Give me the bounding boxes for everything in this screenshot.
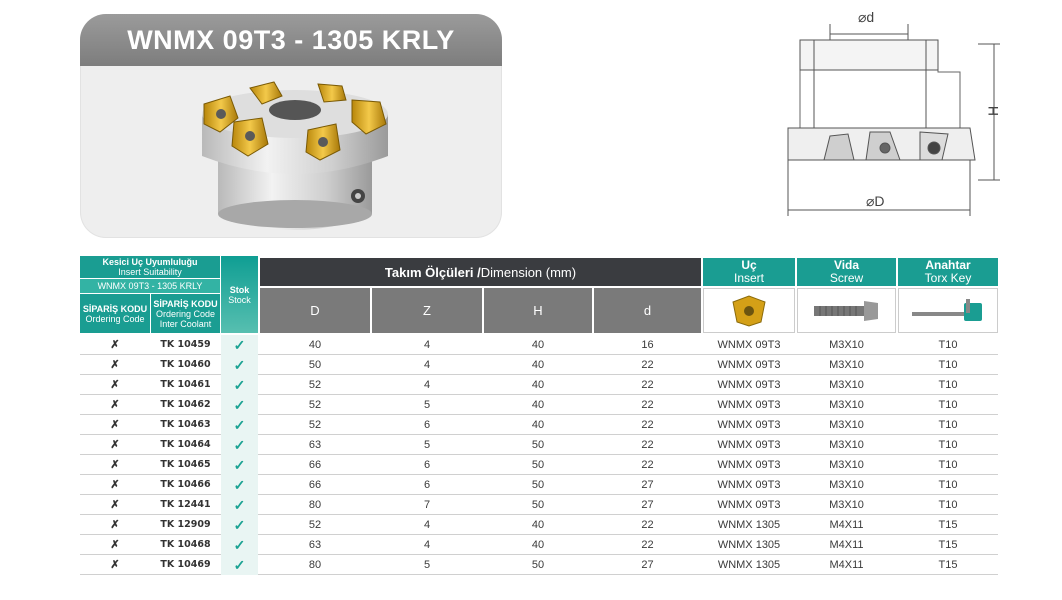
diameter-D-cell: 80 [308, 559, 322, 571]
spec-table [80, 256, 998, 571]
teeth-Z-cell: 4 [423, 339, 431, 351]
order-code-cell: TK 12441 [160, 499, 211, 510]
diameter-D-cell: 52 [308, 399, 322, 411]
order-code-cell: TK 10460 [160, 359, 211, 370]
height-H-cell: 40 [531, 419, 545, 431]
dim-label-D: ⌀D [866, 193, 885, 209]
ordering-code-cell: ✗ [110, 479, 120, 491]
insert-cell: WNMX 09T3 [717, 419, 781, 431]
bore-d-cell: 16 [641, 339, 654, 351]
screw-cell: M4X11 [829, 519, 864, 531]
ordering-code-cell: ✗ [110, 339, 120, 351]
screw-cell: M3X10 [829, 439, 864, 451]
insert-cell: WNMX 1305 [717, 559, 781, 571]
order-code-cell: TK 10463 [160, 419, 211, 430]
screw-en: Screw [829, 271, 864, 285]
order-code-cell: TK 10462 [160, 399, 211, 410]
teeth-Z-cell: 4 [423, 379, 431, 391]
ordering-code-cell: ✗ [110, 439, 120, 451]
ordering-code-cell: ✗ [110, 519, 120, 531]
screw-cell: M3X10 [829, 379, 864, 391]
height-H-cell: 40 [531, 539, 545, 551]
ordering-code-header [80, 294, 150, 333]
teeth-Z-cell: 7 [423, 499, 431, 511]
order-code-cell: TK 10464 [160, 439, 211, 450]
dim-label-H: H [985, 105, 1001, 116]
insert-suitability-en: Insert Suitability [118, 267, 182, 277]
teeth-Z-cell: 4 [423, 539, 431, 551]
insert-cell: WNMX 09T3 [717, 459, 781, 471]
insert-header [703, 258, 795, 286]
diameter-D-cell: 52 [308, 379, 322, 391]
table-row [80, 335, 998, 355]
table-row [80, 515, 998, 535]
milling-cutter-image [190, 74, 400, 238]
torx-key-cell: T10 [938, 479, 958, 491]
screw-cell: M3X10 [829, 339, 864, 351]
table-row [80, 555, 998, 575]
screw-cell: M4X11 [829, 559, 864, 571]
ordering-code-cell: ✗ [110, 539, 120, 551]
technical-drawing [770, 10, 1010, 230]
insert-cell: WNMX 09T3 [717, 399, 781, 411]
stock-header [221, 256, 258, 333]
insert-cell: WNMX 09T3 [717, 339, 781, 351]
torx-key-cell: T10 [938, 339, 958, 351]
ordering-code-cell: ✗ [110, 359, 120, 371]
col-header-Z: Z [372, 288, 482, 333]
stock-cell: ✓ [221, 435, 258, 455]
height-H-cell: 50 [531, 559, 545, 571]
insert-tr: Uç [741, 258, 757, 272]
stock-cell: ✓ [221, 395, 258, 415]
diameter-D-cell: 66 [308, 459, 322, 471]
height-H-cell: 40 [531, 519, 545, 531]
ordering-code-cell: ✗ [110, 399, 120, 411]
ordering-code-cell: ✗ [110, 419, 120, 431]
screw-header [797, 258, 896, 286]
table-row [80, 355, 998, 375]
order-code-cell: TK 10466 [160, 479, 211, 490]
screw-cell: M3X10 [829, 499, 864, 511]
torx-key-cell: T10 [938, 399, 958, 411]
bore-d-cell: 22 [641, 439, 654, 451]
insert-cell: WNMX 09T3 [717, 379, 781, 391]
dimensions-tr: Takım Ölçüleri / [384, 264, 481, 280]
product-card [80, 14, 502, 238]
screw-cell: M3X10 [829, 359, 864, 371]
torx-key-cell: T10 [938, 459, 958, 471]
stock-tr: Stok [229, 284, 250, 295]
height-H-cell: 40 [531, 359, 545, 371]
table-row [80, 375, 998, 395]
dim-label-d: ⌀d [858, 10, 875, 25]
screw-icon [797, 288, 896, 333]
ordering-code-coolant-header [151, 294, 220, 333]
ordering-code-cell: ✗ [110, 459, 120, 471]
height-H-cell: 50 [531, 459, 545, 471]
insert-cell: WNMX 09T3 [717, 499, 781, 511]
inter-coolant-label: Inter Coolant [159, 318, 212, 329]
torx-key-icon [898, 288, 998, 333]
teeth-Z-cell: 4 [423, 359, 431, 371]
diameter-D-cell: 66 [308, 479, 322, 491]
screw-cell: M3X10 [829, 459, 864, 471]
bore-d-cell: 22 [641, 379, 654, 391]
stock-cell: ✓ [221, 415, 258, 435]
table-row [80, 535, 998, 555]
bore-d-cell: 22 [641, 419, 654, 431]
height-H-cell: 50 [531, 479, 545, 491]
bore-d-cell: 22 [641, 519, 654, 531]
height-H-cell: 40 [531, 379, 545, 391]
stock-cell: ✓ [221, 495, 258, 515]
stock-cell: ✓ [221, 555, 258, 575]
screw-cell: M3X10 [829, 419, 864, 431]
torx-key-cell: T15 [938, 539, 958, 551]
teeth-Z-cell: 4 [423, 519, 431, 531]
torx-key-en: Torx Key [924, 271, 972, 285]
col-header-D: D [260, 288, 370, 333]
teeth-Z-cell: 5 [423, 399, 431, 411]
teeth-Z-cell: 5 [423, 439, 431, 451]
table-row [80, 435, 998, 455]
insert-code-header: WNMX 09T3 - 1305 KRLY [80, 279, 220, 293]
dimensions-en: Dimension (mm) [480, 264, 577, 280]
bore-d-cell: 27 [641, 479, 654, 491]
insert-cell: WNMX 1305 [717, 519, 781, 531]
diameter-D-cell: 63 [308, 539, 322, 551]
table-row [80, 395, 998, 415]
screw-cell: M4X11 [829, 539, 864, 551]
insert-cell: WNMX 09T3 [717, 359, 781, 371]
ordering-code-en: Ordering Code [85, 313, 145, 324]
stock-cell: ✓ [221, 355, 258, 375]
table-row [80, 455, 998, 475]
torx-key-cell: T10 [938, 419, 958, 431]
screw-tr: Vida [833, 258, 860, 272]
bore-d-cell: 27 [641, 499, 654, 511]
bore-d-cell: 22 [641, 399, 654, 411]
order-code-cell: TK 10459 [160, 339, 211, 350]
height-H-cell: 50 [531, 499, 545, 511]
insert-en: Insert [733, 271, 764, 285]
torx-key-cell: T10 [938, 359, 958, 371]
bore-d-cell: 22 [641, 359, 654, 371]
diameter-D-cell: 52 [308, 519, 322, 531]
insert-suitability-tr: Kesici Uç Uyumluluğu [102, 257, 198, 267]
dimensions-header [260, 258, 701, 286]
bore-d-cell: 22 [641, 539, 654, 551]
torx-key-cell: T10 [938, 439, 958, 451]
teeth-Z-cell: 6 [423, 459, 431, 471]
order-code-cell: TK 12909 [160, 519, 211, 530]
torx-key-cell: T15 [938, 559, 958, 571]
stock-cell: ✓ [221, 515, 258, 535]
bore-d-cell: 27 [641, 559, 654, 571]
order-code-cell: TK 10468 [160, 539, 211, 550]
height-H-cell: 40 [531, 339, 545, 351]
bore-d-cell: 22 [641, 459, 654, 471]
insert-suitability-header [80, 256, 220, 278]
table-row [80, 475, 998, 495]
diameter-D-cell: 50 [308, 359, 322, 371]
torx-key-tr: Anahtar [925, 258, 971, 272]
stock-cell: ✓ [221, 535, 258, 555]
order-code-cell: TK 10465 [160, 459, 211, 470]
insert-cell: WNMX 09T3 [717, 439, 781, 451]
diameter-D-cell: 40 [308, 339, 322, 351]
stock-en: Stock [228, 294, 251, 305]
diameter-D-cell: 52 [308, 419, 322, 431]
ordering-code-tr: SİPARİŞ KODU [82, 303, 148, 314]
ordering-code-cell: ✗ [110, 559, 120, 571]
ordering-code-coolant-en: Ordering Code [155, 308, 216, 319]
insert-cell: WNMX 09T3 [717, 479, 781, 491]
ordering-code-coolant-tr: SİPARİŞ KODU [153, 298, 218, 309]
product-title: WNMX 09T3 - 1305 KRLY [80, 14, 502, 66]
torx-key-cell: T10 [938, 379, 958, 391]
torx-key-cell: T15 [938, 519, 958, 531]
stock-cell: ✓ [221, 375, 258, 395]
order-code-cell: TK 10469 [160, 559, 211, 570]
insert-icon [703, 288, 795, 333]
order-code-cell: TK 10461 [160, 379, 211, 390]
teeth-Z-cell: 6 [423, 479, 431, 491]
teeth-Z-cell: 6 [423, 419, 431, 431]
stock-cell: ✓ [221, 335, 258, 355]
table-row [80, 495, 998, 515]
stock-cell: ✓ [221, 455, 258, 475]
col-header-H: H [484, 288, 592, 333]
torx-key-cell: T10 [938, 499, 958, 511]
stock-cell: ✓ [221, 475, 258, 495]
ordering-code-cell: ✗ [110, 379, 120, 391]
diameter-D-cell: 63 [308, 439, 322, 451]
teeth-Z-cell: 5 [423, 559, 431, 571]
screw-cell: M3X10 [829, 399, 864, 411]
table-row [80, 415, 998, 435]
torx-key-header [898, 258, 998, 286]
diameter-D-cell: 80 [308, 499, 322, 511]
col-header-d: d [594, 288, 701, 333]
height-H-cell: 40 [531, 399, 545, 411]
ordering-code-cell: ✗ [110, 499, 120, 511]
insert-cell: WNMX 1305 [717, 539, 781, 551]
screw-cell: M3X10 [829, 479, 864, 491]
height-H-cell: 50 [531, 439, 545, 451]
